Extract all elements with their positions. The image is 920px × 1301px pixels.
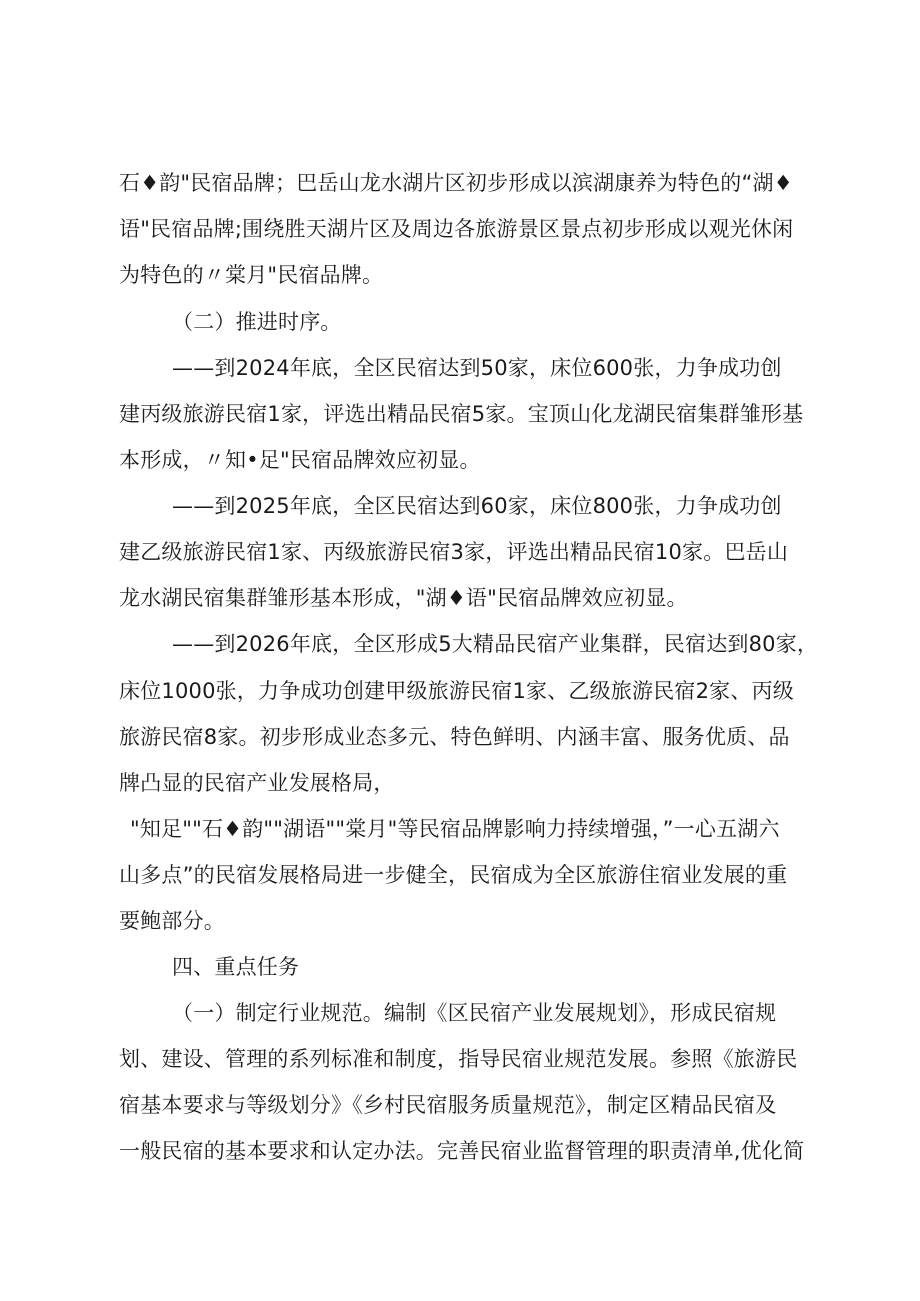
body-text-line: 床位1000张，力争成功创建甲级旅游民宿1家、乙级旅游民宿2家、丙级 xyxy=(119,679,794,703)
body-text-line: 划、建设、管理的系列标准和制度，指导民宿业规范发展。参照《旅游民 xyxy=(119,1047,798,1071)
body-text-line: 建乙级旅游民宿1家、丙级旅游民宿3家，评选出精品民宿10家。巴岳山 xyxy=(119,540,789,564)
body-text-line: 为特色的〃棠月"民宿品牌。 xyxy=(119,263,384,287)
body-text-line: 龙水湖民宿集群雏形基本形成，"湖♦语"民宿品牌效应初显。 xyxy=(119,586,688,610)
body-text-line: （一）制定行业规范。编制《区民宿产业发展规划》，形成民宿规 xyxy=(172,1001,777,1025)
body-text-line: 本形成，〃知•足"民宿品牌效应初显。 xyxy=(119,448,481,472)
body-text-line: ——到2026年底，全区形成5大精品民宿产业集群，民宿达到80家， xyxy=(172,632,819,656)
body-text-line: 石♦韵"民宿品牌；巴岳山龙水湖片区初步形成以滨湖康养为特色的“湖♦ xyxy=(119,171,793,195)
body-text-line: ——到2025年底，全区民宿达到60家，床位800张，力争成功创 xyxy=(172,494,782,518)
body-text-line: 旅游民宿8家。初步形成业态多元、特色鲜明、内涵丰富、服务优质、品 xyxy=(119,725,790,749)
body-text-line: 牌凸显的民宿产业发展格局， xyxy=(119,771,395,795)
body-text-line: 宿基本要求与等级划分》《乡村民宿服务质量规范》，制定区精品民宿及 xyxy=(119,1093,777,1117)
body-text-line: 山多点”的民宿发展格局进一步健全，民宿成为全区旅游住宿业发展的重 xyxy=(119,863,788,887)
body-text-line: ——到2024年底，全区民宿达到50家，床位600张，力争成功创 xyxy=(172,356,782,380)
body-text-line: 建丙级旅游民宿1家，评选出精品民宿5家。宝顶山化龙湖民宿集群雏形基 xyxy=(119,402,804,426)
body-text-line: "知足""石♦韵""湖语""棠月"等民宿品牌影响力持续增强，”一心五湖六 xyxy=(130,817,780,841)
body-text-line: 一般民宿的基本要求和认定办法。完善民宿业监督管理的职责清单,优化简 xyxy=(119,1139,805,1163)
section-heading: 四、重点任务 xyxy=(172,955,300,979)
body-text-line: 要鲍部分。 xyxy=(119,909,225,933)
section-heading: （二）推进时序。 xyxy=(172,310,342,334)
body-text-line: 语"民宿品牌;围绕胜天湖片区及周边各旅游景区景点初步形成以观光休闲 xyxy=(119,217,794,241)
